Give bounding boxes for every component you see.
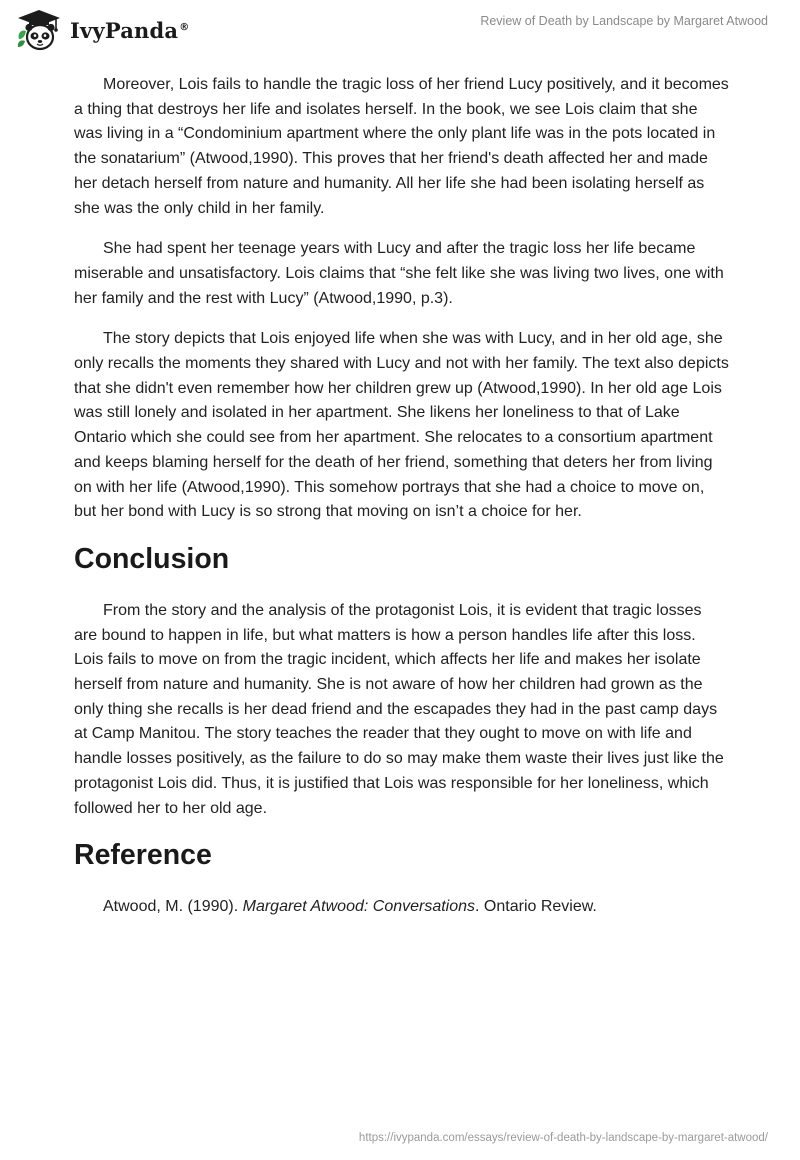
document-title: Review of Death by Landscape by Margaret Atwood [480, 14, 768, 28]
reference-heading: Reference [74, 839, 212, 872]
panda-graduation-cap-icon [16, 9, 62, 51]
reference-book-title: Margaret Atwood: Conversations [242, 898, 476, 916]
reference-entry [74, 895, 729, 920]
body-paragraph: She had spent her teenage years with Lucy and after the tragic loss her life became miserable and unsatisfactory. Lois claims that “she felt like she was living two lives, one with her family and the rest with Lucy” (Atwood,1990, p.3). [74, 240, 724, 307]
conclusion-paragraph: From the story and the analysis of the protagonist Lois, it is evident that tragic losses are bound to happen in life, but what matters is how a person handles life after this loss. Lois fails to move on from the tragic incident, which affects her life and makes her isolate herself from nature and humanity. She is not aware of how her children had grown as the only thing she recalls is her dead friend and the escapades they had in the past camp days at Camp Manitou. The story teaches the reader that they ought to move on with life and handle losses positively, as the failure to do so may make them waste their lives just like the protagonist Lois did. Thus, it is justified that Lois was responsible for her loneliness, which followed her to her old age. [74, 601, 724, 817]
conclusion-heading: Conclusion [74, 542, 230, 575]
logo-wordmark: IvyPanda® [70, 17, 190, 43]
reference-publisher: . Ontario Review. [475, 898, 597, 916]
source-url[interactable]: https://ivypanda.com/essays/review-of-death-by-landscape-by-margaret-atwood/ [358, 1132, 768, 1144]
reference-author-year: Atwood, M. (1990). [103, 898, 243, 916]
ivypanda-logo[interactable] [16, 10, 189, 50]
essay-body [74, 73, 729, 920]
body-paragraph: The story depicts that Lois enjoyed life when she was with Lucy, and in her old age, she only recalls the moments they shared with Lucy and not with her family. The text also depicts that she didn't even remember how her children grew up (Atwood,1990). In her old age Lois was still lonely and isolated in her apartment. She likens her loneliness to that of Lake Ontario which she could see from her apartment. She relocates to a consortium apartment and keeps blaming herself for the death of her friend, something that deters her from living on with her life (Atwood,1990). This somehow portrays that she had a choice to move on, but her bond with Lucy is so strong that moving on isn’t a choice for her. [74, 330, 729, 521]
page-header [0, 0, 800, 60]
body-paragraph: Moreover, Lois fails to handle the tragic loss of her friend Lucy positively, and it becomes a thing that destroys her life and isolates herself. In the book, we see Lois claim that she was living in a “Condominium apartment where the only plant life was in the pots located in the sonatarium” (Atwood,1990). This proves that her friend's death affected her and made her detach herself from nature and humanity. All her life she had been isolating herself as she was the only child in her family. [74, 76, 729, 217]
